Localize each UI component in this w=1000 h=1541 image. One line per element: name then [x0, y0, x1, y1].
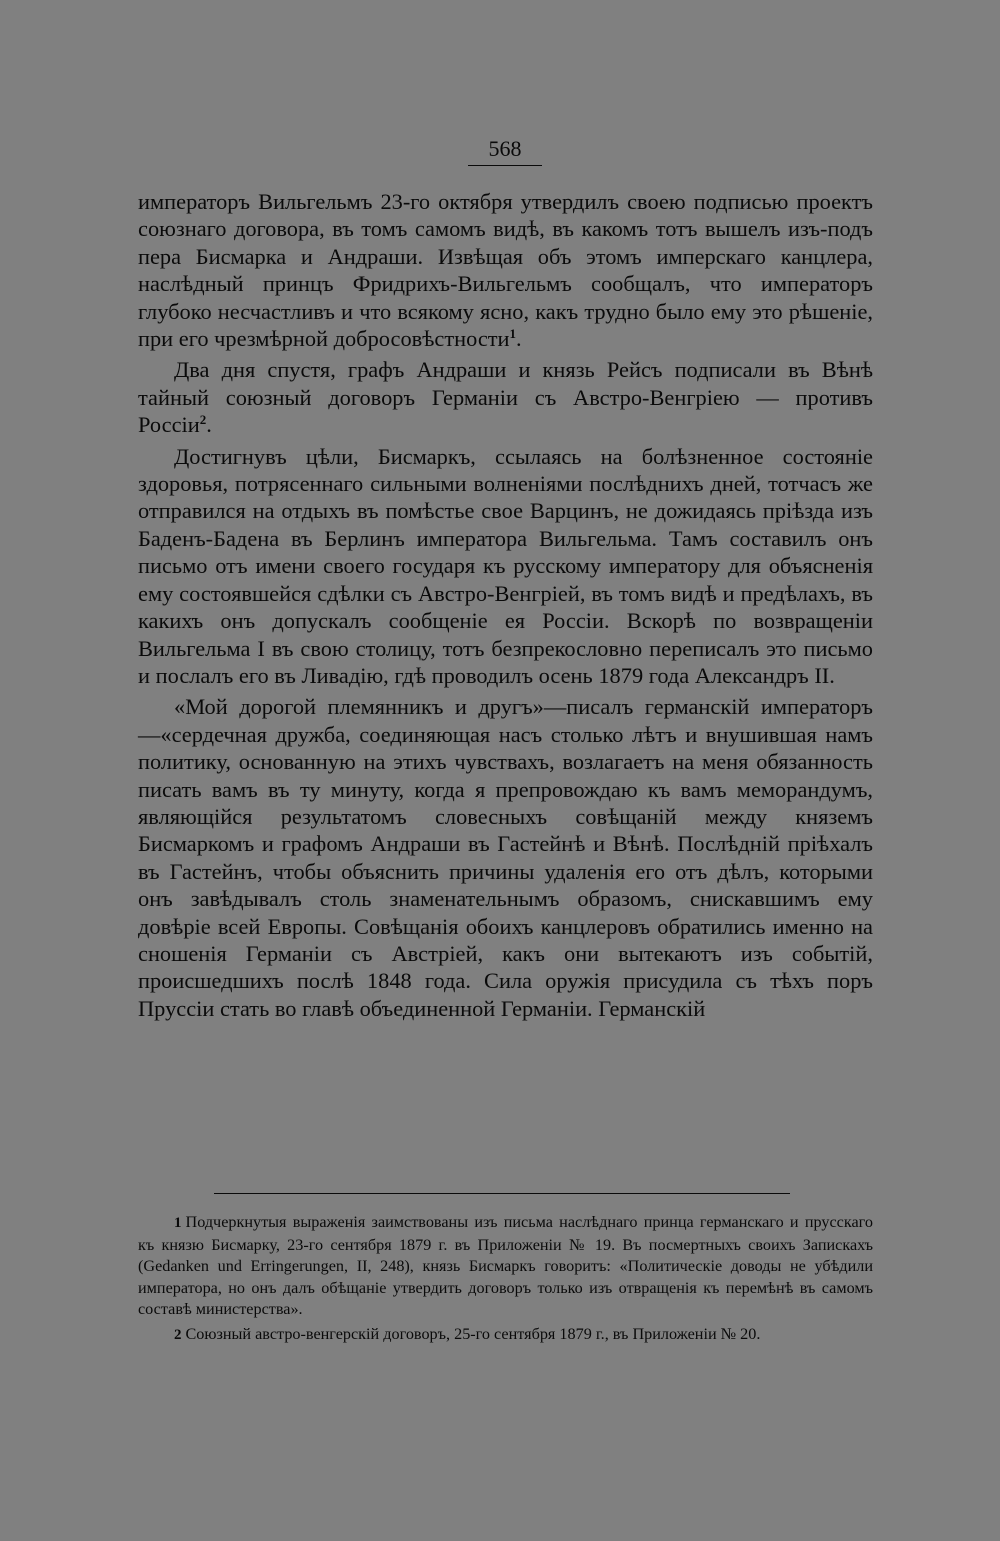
main-text	[138, 188, 873, 1026]
paragraph-1-text: императоръ Вильгельмъ 23-го октября утвердилъ своею подписью проектъ союзнаго договора, въ томъ самомъ видѣ, въ какомъ тотъ вышелъ изъ-подъ пера Бисмарка и Андраши. Извѣщая объ этомъ имперскаго канцлера, наслѣдный принцъ Фридрихъ-Вильгельмъ сообщалъ, что императоръ глубоко несчастливъ и что всякому ясно, какъ трудно было ему это рѣшеніе, при его чрезмѣрной добросовѣстности	[138, 189, 873, 352]
footnote-2-text: Союзный австро-венгерскій договоръ, 25-го сентября 1879 г., въ Приложеніи № 20.	[185, 1324, 761, 1343]
paragraph-1	[138, 188, 873, 352]
footnote-2-mark: 2	[174, 1326, 182, 1343]
footnote-1-text: Подчеркнутыя выраженія заимствованы изъ письма наслѣднаго принца германскаго и прусскаго къ князю Бисмарку, 23-го сентября 1879 г. въ Приложеніи № 19. Въ посмертныхъ своихъ Запискахъ (Gedanken und Erringerungen, II, 248), князь Бисмаркъ говоритъ: «Политическіе доводы не убѣдили императора, но онъ далъ обѣщаніе утвердить договоръ только изъ отвращенія къ перемѣнѣ въ самомъ составѣ министерства».	[138, 1213, 873, 1319]
footnote-1-mark: 1	[174, 1215, 182, 1231]
footnote-ref-2: 2	[199, 412, 207, 428]
paragraph-3-text: Достигнувъ цѣли, Бисмаркъ, ссылаясь на болѣзненное состояніе здоровья, потрясеннаго сильными волненіями послѣднихъ дней, тотчасъ же отправился на отдыхъ въ помѣстье свое Варцинъ, не дожидаясь пріѣзда изъ Баденъ-Бадена въ Берлинъ императора Вильгельма. Тамъ составилъ онъ письмо отъ имени своего государя къ русскому императору для объясненія ему состоявшейся сдѣлки съ Австро-Венгріей, въ томъ видѣ и предѣлахъ, въ какихъ онъ допускалъ сообщеніе ея Россіи. Вскорѣ по возвращеніи Вильгельма I въ свою столицу, тотъ безпрекословно переписалъ это письмо и послалъ его въ Ливадію, гдѣ проводилъ осень 1879 года Александръ II.	[138, 443, 873, 688]
paragraph-2	[138, 356, 873, 438]
paragraph-3	[138, 443, 873, 690]
paragraph-4	[138, 693, 873, 1022]
footnote-ref-1: 1	[509, 326, 517, 342]
footnote-2	[138, 1324, 873, 1347]
paragraph-2-tail: .	[206, 412, 212, 438]
paragraph-4-text: «Мой дорогой племянникъ и другъ»—писалъ германскій императоръ—«сердечная дружба, соединяющая насъ столько лѣтъ и внушившая намъ политику, основанную на этихъ чувствахъ, возлагаетъ на меня обязанность писать вамъ въ ту минуту, когда я препровождаю къ вамъ меморандумъ, являющійся результатомъ словесныхъ совѣщаній между княземъ Бисмаркомъ и графомъ Андраши въ Гастейнѣ и Вѣнѣ. Послѣдній пріѣхалъ въ Гастейнъ, чтобы объяснить причины удаленія его отъ дѣлъ, которыми онъ завѣдывалъ столь знаменательнымъ образомъ, снискавшимъ ему довѣріе всей Европы. Совѣщанія обоихъ канцлеровъ обратились именно на сношенія Германіи съ Австріей, какъ они вытекаютъ изъ событій, происшедшихъ послѣ 1848 года. Сила оружія присудила съ тѣхъ поръ Пруссіи стать во главѣ объединенной Германіи. Германскій	[138, 694, 873, 1021]
paragraph-1-tail: .	[516, 326, 522, 352]
footnotes	[138, 1212, 873, 1350]
footnote-separator	[214, 1193, 790, 1194]
page-number: 568	[468, 136, 542, 166]
footnote-1	[138, 1212, 873, 1321]
paragraph-2-text: Два дня спустя, графъ Андраши и князь Рейсъ подписали въ Вѣнѣ тайный союзный договоръ Германіи съ Австро-Венгріею — противъ Россіи	[138, 357, 873, 438]
